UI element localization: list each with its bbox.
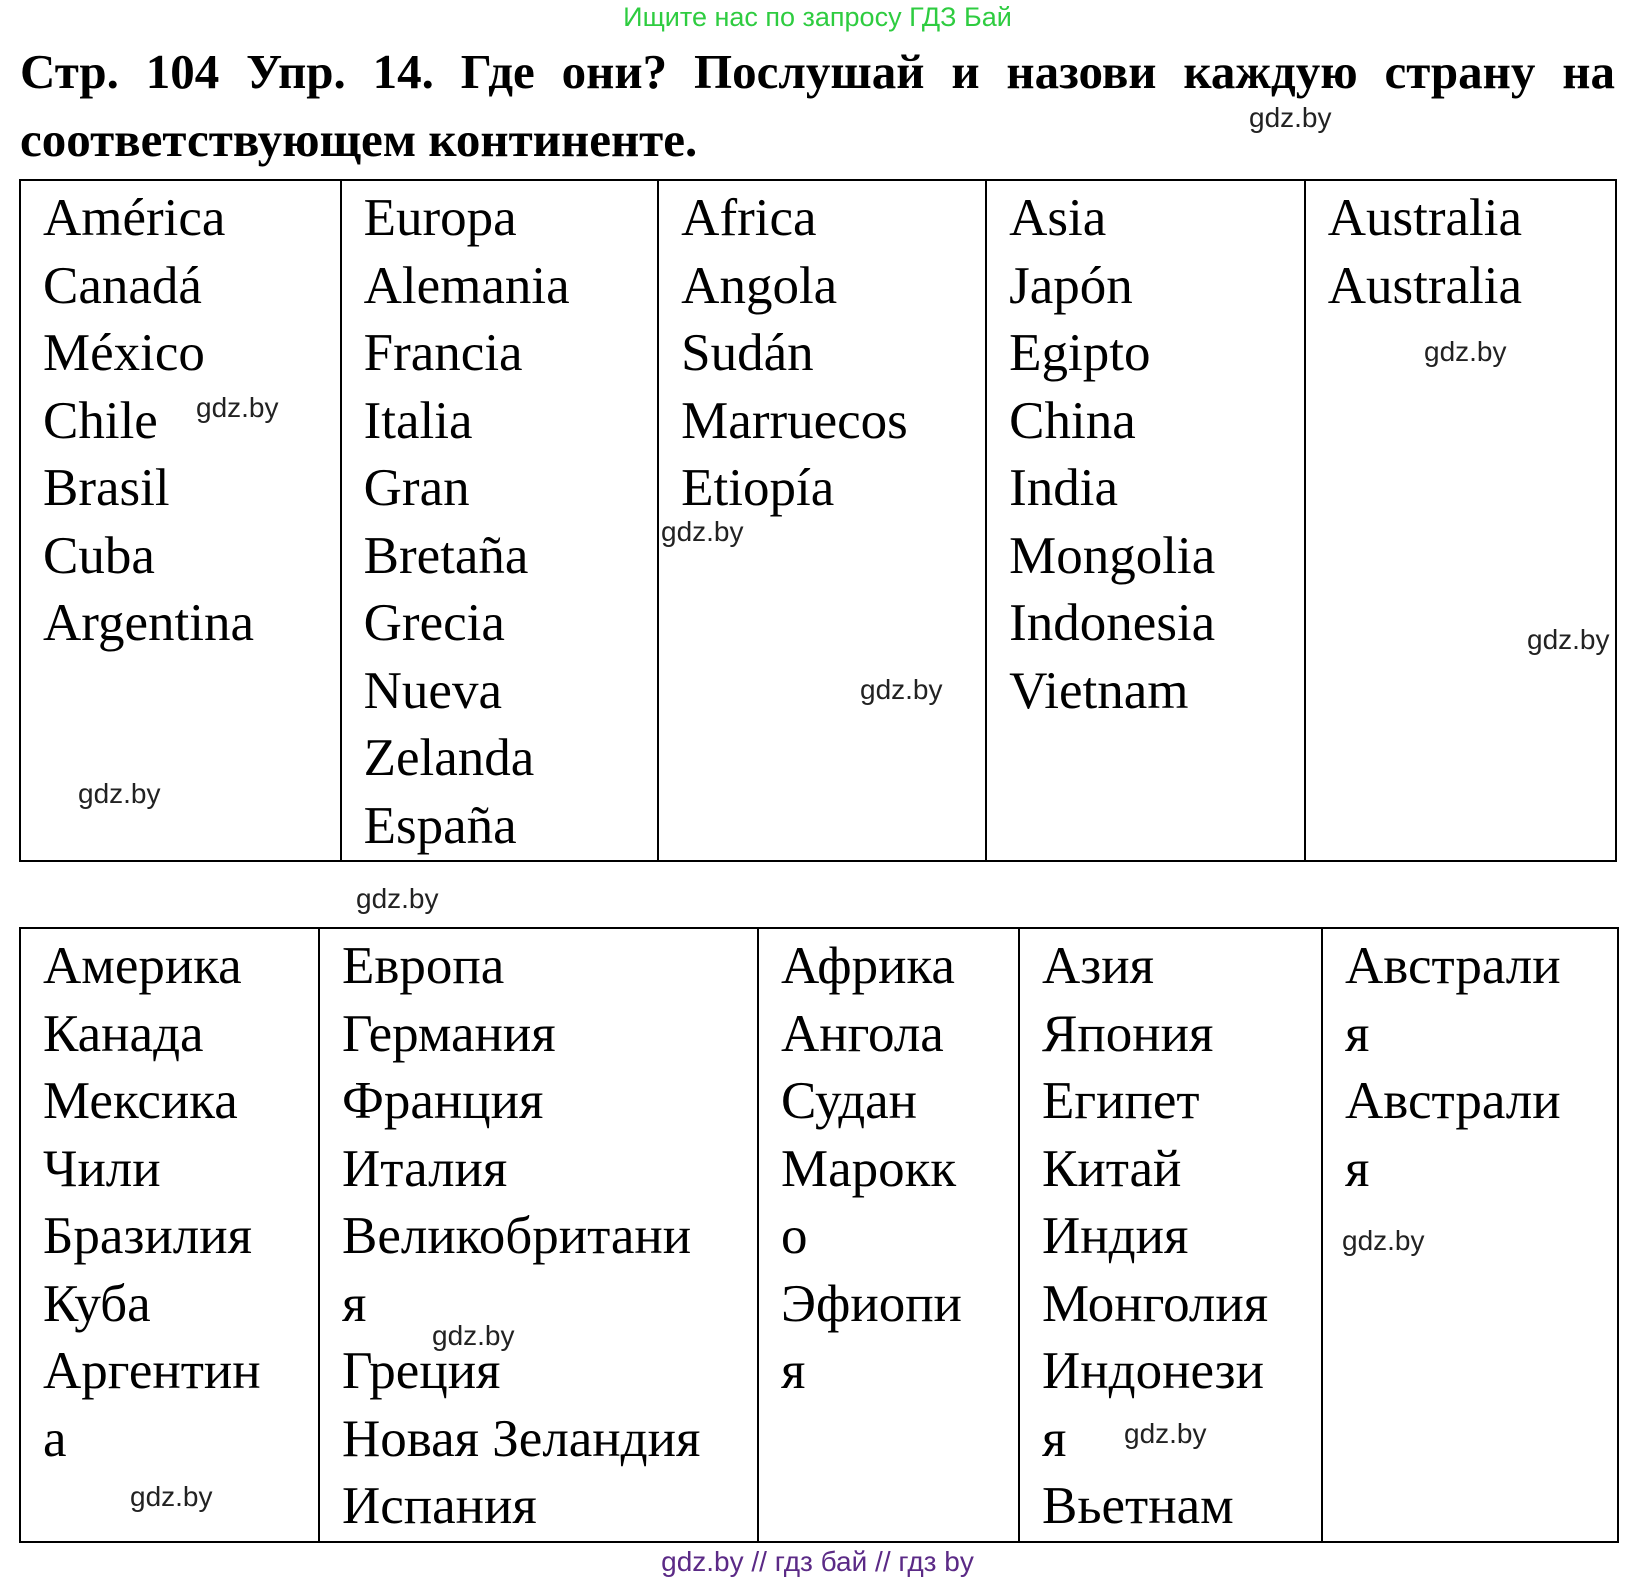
country-name: Ангола: [781, 1004, 944, 1063]
country-name: Egipto: [1009, 324, 1151, 382]
column-america-ru: [20, 928, 319, 1542]
country-name: Grecia: [363, 594, 505, 652]
continent-name: Asia: [1009, 189, 1107, 247]
country-name: Индия: [1042, 1207, 1189, 1265]
country-name: Bretaña: [363, 526, 529, 585]
country-name: España: [363, 796, 517, 855]
country-name: о: [781, 1207, 808, 1265]
watermark: gdz.by: [130, 1481, 213, 1512]
country-name: Argentina: [43, 594, 254, 652]
country-name: Japón: [1009, 256, 1133, 315]
country-name: Аргентин: [43, 1342, 261, 1400]
footer-links: gdz.by // гдз бай // гдз by: [661, 1546, 974, 1577]
watermark: gdz.by: [356, 883, 439, 914]
column-asia-es: [986, 180, 1305, 861]
country-name: Куба: [43, 1274, 151, 1333]
country-name: Бразилия: [43, 1207, 252, 1265]
country-name: México: [43, 324, 205, 382]
country-name: Эфиопи: [781, 1274, 962, 1333]
exercise-heading: Стр. 104 Упр. 14. Где они? Послушай и назови каждую страну на соответствующем континенте.: [20, 44, 1615, 167]
country-name: Mongolia: [1009, 526, 1216, 585]
country-name: Великобритани: [342, 1207, 692, 1265]
country-name: Vietnam: [1009, 661, 1189, 720]
watermark: gdz.by: [78, 778, 161, 809]
spanish-continents-table: [19, 179, 1617, 862]
country-name: я: [1345, 1139, 1370, 1198]
continent-name: Америка: [43, 937, 242, 995]
country-name: Греция: [342, 1342, 501, 1400]
watermark: gdz.by: [661, 516, 744, 547]
country-name: Канада: [43, 1004, 204, 1063]
country-name: Египет: [1042, 1072, 1200, 1130]
country-name: Франция: [342, 1072, 544, 1130]
country-name: Zelanda: [363, 729, 535, 787]
country-name: China: [1009, 391, 1136, 450]
country-name: а: [43, 1409, 67, 1468]
column-africa-ru: [758, 928, 1019, 1542]
country-name: Италия: [342, 1139, 508, 1198]
country-name: Япония: [1042, 1004, 1214, 1063]
country-name: я: [1042, 1409, 1067, 1468]
watermark: gdz.by: [432, 1320, 515, 1351]
country-name: Marruecos: [681, 391, 908, 450]
continent-name: Азия: [1042, 937, 1154, 995]
search-hint: Ищите нас по запросу ГДЗ Бай: [623, 2, 1012, 32]
country-name: Francia: [363, 324, 523, 382]
watermark: gdz.by: [1424, 336, 1507, 367]
country-name: Монголия: [1042, 1274, 1269, 1333]
country-name: Italia: [363, 391, 473, 450]
continent-name: Australia: [1327, 189, 1522, 247]
country-name: Китай: [1042, 1139, 1182, 1198]
continent-name: Австрали: [1345, 937, 1561, 995]
watermark: gdz.by: [1527, 624, 1610, 655]
watermark: gdz.by: [860, 674, 943, 705]
continent-name: Europa: [363, 189, 517, 247]
watermark: gdz.by: [1342, 1225, 1425, 1256]
column-europa-ru: [319, 928, 758, 1542]
country-name: Alemania: [363, 256, 570, 315]
continent-name: Европа: [342, 937, 505, 995]
country-name: Марокк: [781, 1139, 957, 1198]
country-name: Cuba: [43, 526, 155, 585]
watermark: gdz.by: [196, 392, 279, 423]
country-name: Чили: [43, 1139, 161, 1198]
column-australia-es: [1305, 180, 1616, 861]
country-name: Chile: [43, 391, 158, 450]
country-name: Canadá: [43, 256, 202, 315]
watermark: gdz.by: [1249, 102, 1332, 133]
country-name: Индонези: [1042, 1342, 1264, 1400]
country-name: Испания: [342, 1477, 537, 1535]
column-europa-es: [341, 180, 659, 861]
watermark: gdz.by: [1124, 1418, 1207, 1449]
country-name: India: [1009, 459, 1119, 517]
country-name: я: [781, 1342, 806, 1400]
country-name: Вьетнам: [1042, 1477, 1234, 1535]
country-name: Australia: [1327, 256, 1522, 315]
country-name: Gran: [363, 459, 470, 517]
continent-name: América: [43, 189, 226, 247]
country-name: Новая Зеландия: [342, 1409, 701, 1468]
country-name: Indonesia: [1009, 594, 1216, 652]
country-name: Brasil: [43, 459, 170, 517]
column-america-es: [20, 180, 341, 861]
country-name: Германия: [342, 1004, 556, 1063]
country-name: Sudán: [681, 324, 814, 382]
continent-name: Африка: [781, 937, 955, 995]
country-name: я: [1345, 1004, 1370, 1063]
country-name: Nueva: [363, 661, 502, 720]
country-name: Мексика: [43, 1072, 238, 1130]
country-name: Angola: [681, 256, 838, 315]
country-name: Etiopía: [681, 459, 835, 517]
country-name: Австрали: [1345, 1072, 1561, 1130]
continent-name: Africa: [681, 189, 817, 247]
country-name: Судан: [781, 1072, 918, 1130]
country-name: я: [342, 1274, 367, 1333]
